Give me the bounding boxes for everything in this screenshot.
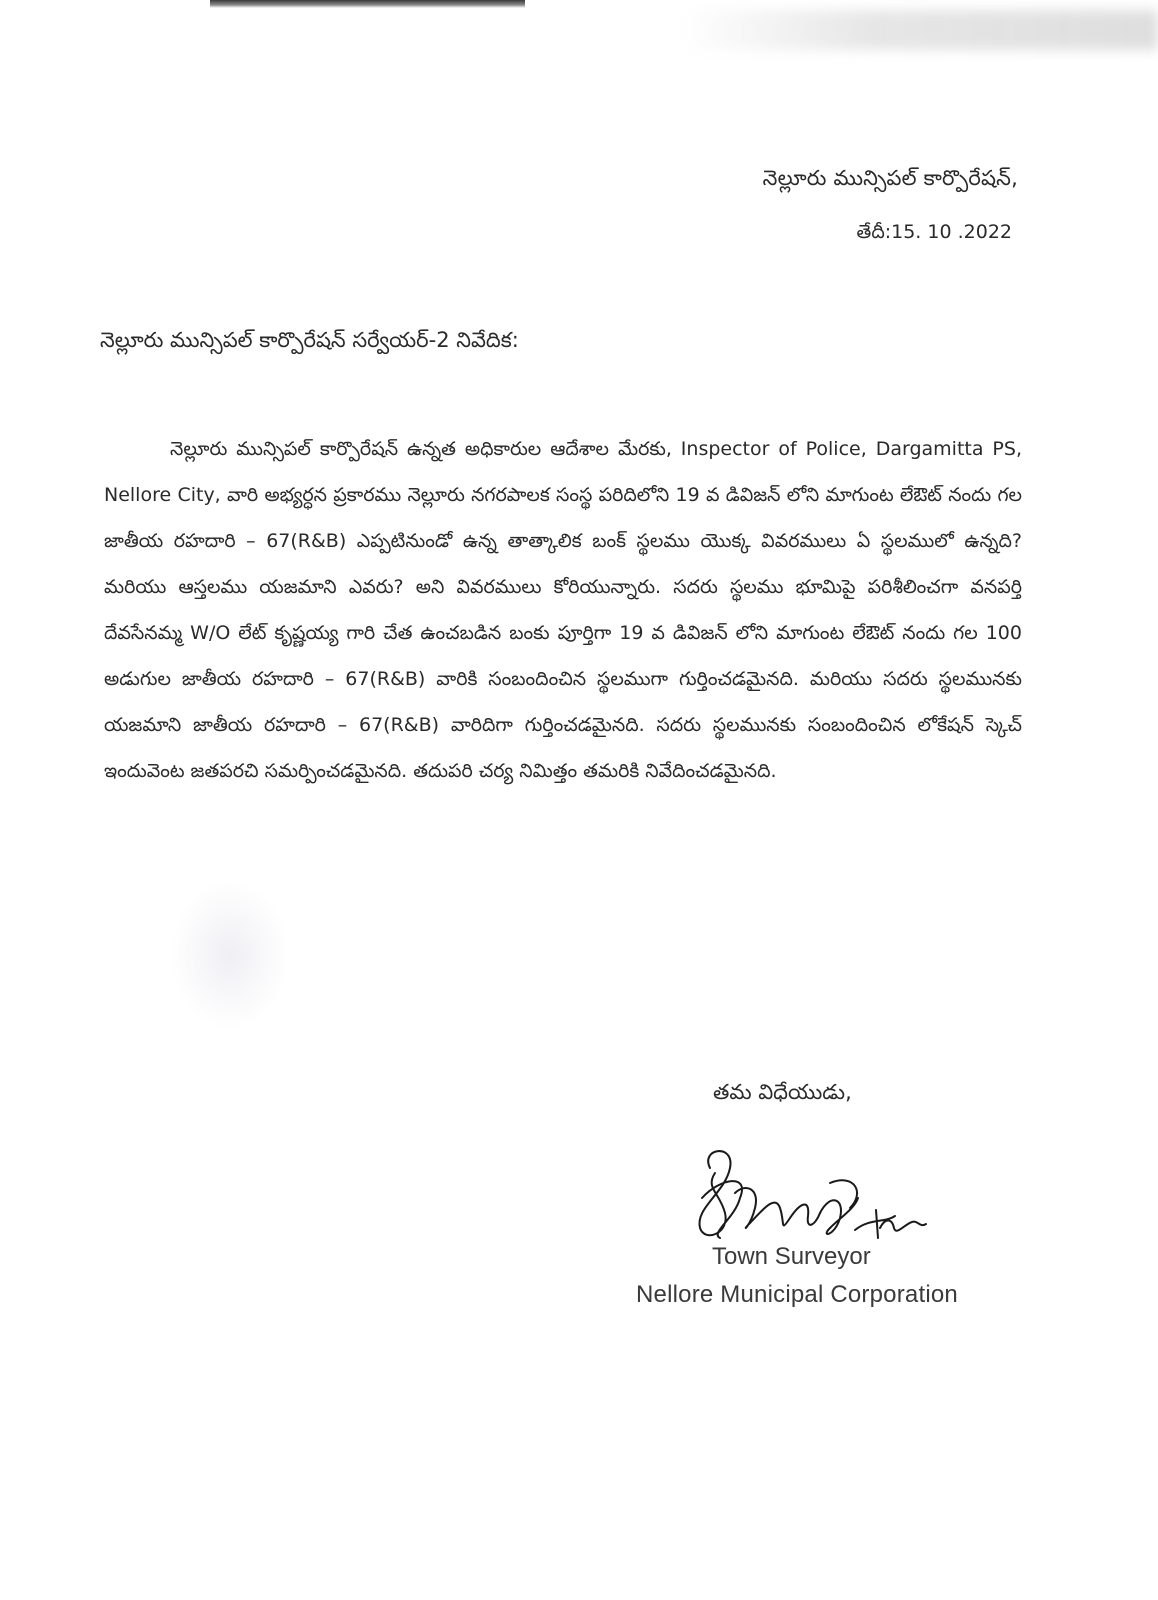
letter-subject: నెల్లూరు మున్సిపల్ కార్పొరేషన్ సర్వేయర్-2 నివేదిక: (100, 328, 519, 352)
letterhead-organization: నెల్లూరు మున్సిపల్ కార్పొరేషన్, (762, 166, 1018, 190)
signatory-title: Town Surveyor (712, 1243, 871, 1270)
scan-edge-mark (210, 0, 525, 8)
handwritten-signature (680, 1138, 930, 1258)
letter-date: తేదీ:15. 10 .2022 (856, 221, 1012, 243)
scan-shadow (680, 10, 1158, 50)
letter-body: నెల్లూరు మున్సిపల్ కార్పొరేషన్ ఉన్నత అధికారుల ఆదేశాల మేరకు, Inspector of Police, Dargamitta PS, Nellore City, వారి అభ్యర్ధన ప్రకారము నెల్లూరు నగరపాలక సంస్థ పరిదిలోని 19 వ డివిజన్ లోని మాగుంట లేఔట్ నందు గల జాతీయ రహదారి – 67(R&B) ఎప్పటినుండో ఉన్న తాత్కాలిక బంక్ స్థలము యొక్క వివరములు ఏ స్థలములో ఉన్నది? మరియు ఆస్తలము యజమాని ఎవరు? అని వివరములు కోరియున్నారు. సదరు స్థలము భూమిపై పరిశీలించగా వనపర్తి దేవసేనమ్మ W/O లేట్ కృష్ణయ్య గారి చేత ఉంచబడిన బంకు పూర్తిగా 19 వ డివిజన్ లోని మాగుంట లేఔట్ నందు గల 100 అడుగుల జాతీయ రహదారి – 67(R&B) వారికి సంబందించిన స్థలముగా గుర్తించడమైనది. మరియు సదరు స్థలమునకు యజమాని జాతీయ రహదారి – 67(R&B) వారిదిగా గుర్తించడమైనది. సదరు స్థలమునకు సంబందించిన లోకేషన్ స్కెచ్ ఇందువెంట జతపరచి సమర్పించడమైనది. తదుపరి చర్య నిమిత్తం తమరికి నివేదించడమైనది. (104, 438, 1022, 782)
letter-closing: తమ విధేయుడు, (713, 1080, 852, 1104)
signatory-organization: Nellore Municipal Corporation (636, 1281, 958, 1308)
scan-smudge (170, 880, 290, 1030)
